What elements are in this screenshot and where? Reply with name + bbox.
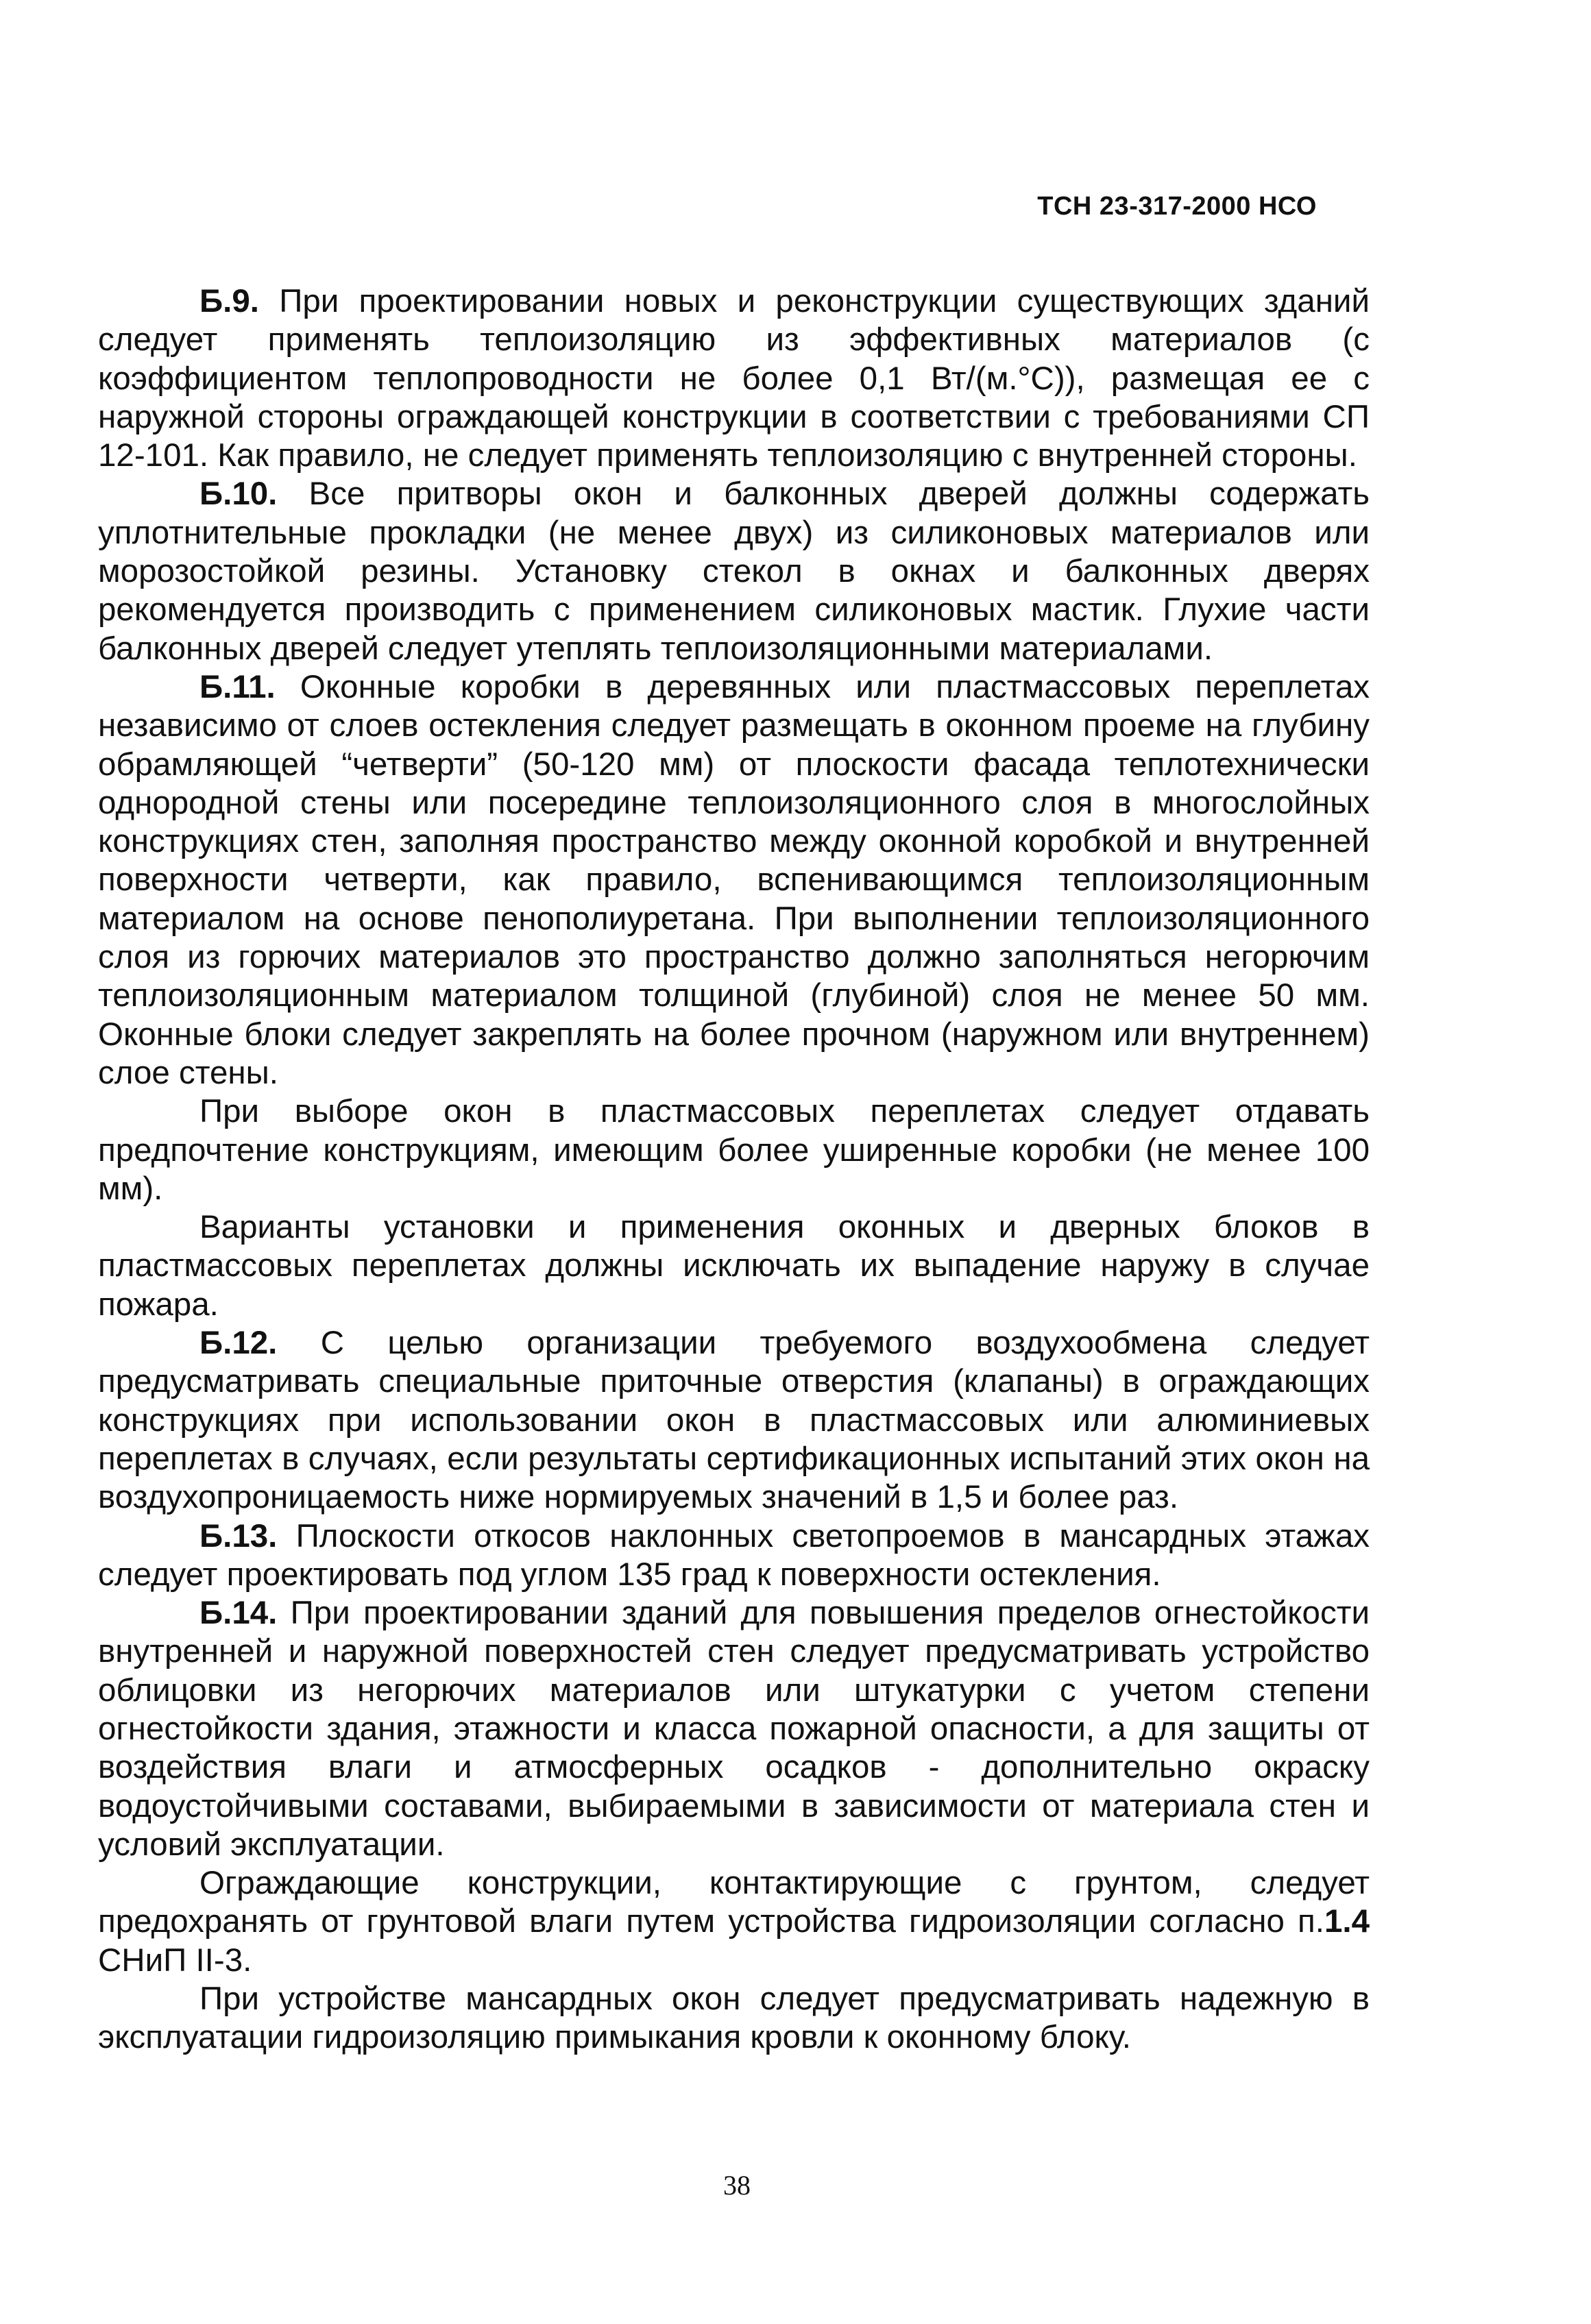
clause-number: Б.10. [199, 476, 278, 513]
page-number: 38 [723, 2170, 751, 2201]
paragraph-text: Оконные коробки в деревянных или пластмассовых переплетах независимо от слоев остекления следует размещать в оконном проеме на глубину обрамляющей “четверти” (50-120 мм) от плоскости фасада теплотехнически однородной стены или посередине теплоизоляционного слоя в многослойных конструкциях стен, заполняя пространство между оконной коробкой и внутренней поверхности четверти, как правило, вспенивающимся теплоизоляционным материалом на основе пенополиуретана. При выполнении теплоизоляционного слоя из горючих материалов это пространство должно заполняться негорючим теплоизоляционным материалом толщиной (глубиной) слоя не менее 50 мм. Оконные блоки следует закреплять на более прочном (наружном или внутреннем) слое стены. [98, 668, 1370, 1091]
paragraph-b14-ground [98, 1864, 1370, 1980]
paragraph-b10 [98, 475, 1370, 668]
paragraph-text-tail: СНиП II-3. [98, 1942, 252, 1979]
document-code-header: ТСН 23-317-2000 НСО [1037, 192, 1317, 221]
paragraph-b14-mansard [98, 1980, 1370, 2057]
paragraph-b12 [98, 1324, 1370, 1517]
paragraph-b13 [98, 1517, 1370, 1595]
paragraph-text: При устройстве мансардных окон следует предусматривать надежную в эксплуатации гидроизоляцию примыкания кровли к оконному блоку. [98, 1981, 1370, 2056]
paragraph-text: Варианты установки и применения оконных и дверных блоков в пластмассовых переплетах должны исключать их выпадение наружу в случае пожара. [98, 1209, 1370, 1323]
paragraph-text: При выборе окон в пластмассовых переплетах следует отдавать предпочтение конструкциям, имеющим более уширенные коробки (не менее 100 мм). [98, 1093, 1370, 1207]
paragraph-b11 [98, 668, 1370, 1092]
document-body [98, 282, 1370, 2057]
paragraph-text: При проектировании зданий для повышения пределов огнестойкости внутренней и наружной поверхностей стен следует предусматривать устройство облицовки из негорючих материалов или штукатурки с учетом степени огнестойкости здания, этажности и класса пожарной опасности, а для защиты от воздействия влаги и атмосферных осадков - дополнительно окраску водоустойчивыми составами, выбираемыми в зависимости от материала стен и условий эксплуатации. [98, 1595, 1370, 1863]
paragraph-b11-windows [98, 1092, 1370, 1208]
clause-number: Б.13. [199, 1517, 278, 1554]
paragraph-text: Ограждающие конструкции, контактирующие с грунтом, следует предохранять от грунтовой влаги путем устройства гидроизоляции согласно п. [98, 1865, 1370, 1940]
paragraph-text: С целью организации требуемого воздухообмена следует предусматривать специальные приточные отверстия (клапаны) в ограждающих конструкциях при использовании окон в пластмассовых или алюминиевых переплетах в случаях, если результаты сертификационных испытаний этих окон на воздухопроницаемость ниже нормируемых значений в 1,5 и более раз. [98, 1325, 1370, 1516]
paragraph-b14 [98, 1594, 1370, 1864]
paragraph-text: Все притворы окон и балконных дверей должны содержать уплотнительные прокладки (не менее двух) из силиконовых материалов или морозостойкой резины. Установку стекол в окнах и балконных дверях рекомендуется производить с применением силиконовых мастик. Глухие части балконных дверей следует утеплять теплоизоляционными материалами. [98, 476, 1370, 667]
clause-reference: 1.4 [1324, 1903, 1370, 1940]
paragraph-b11-variants [98, 1208, 1370, 1324]
paragraph-text: При проектировании новых и реконструкции существующих зданий следует применять теплоизоляцию из эффективных материалов (с коэффициентом теплопроводности не более 0,1 Вт/(м.°С)), размещая ее с наружной стороны ограждающей конструкции в соответствии с требованиями СП 12-101. Как правило, не следует применять теплоизоляцию с внутренней стороны. [98, 283, 1370, 474]
paragraph-text: Плоскости откосов наклонных светопроемов в мансардных этажах следует проектировать под углом 135 град к поверхности остекления. [98, 1517, 1370, 1593]
clause-number: Б.14. [199, 1595, 278, 1632]
clause-number: Б.11. [199, 668, 276, 705]
clause-number: Б.9. [199, 283, 259, 319]
paragraph-b9 [98, 282, 1370, 475]
clause-number: Б.12. [199, 1325, 278, 1362]
